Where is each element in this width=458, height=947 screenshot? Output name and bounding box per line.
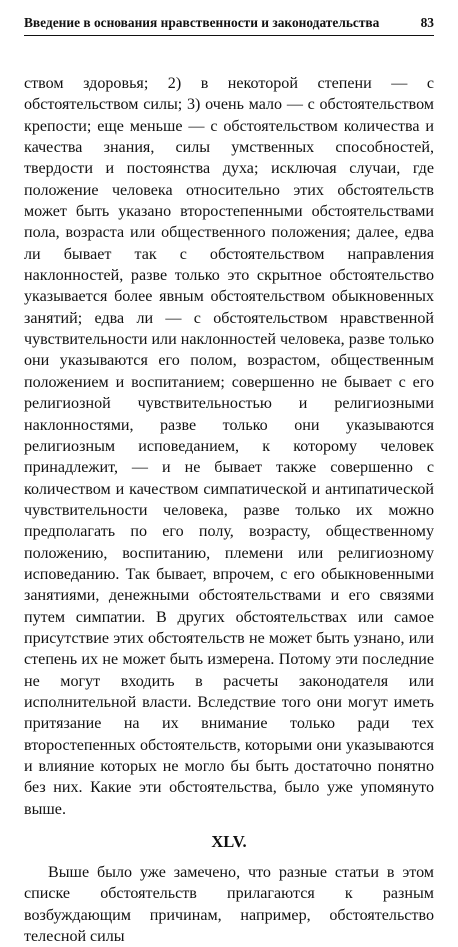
running-head (24, 14, 434, 36)
section-heading: XLV. (211, 832, 247, 852)
book-page (24, 14, 434, 946)
paragraph: Выше было уже замечено, что разные статьи в этом списке обстоятельств прилагаются к разным возбуждающим причинам, например, обстоятельство телесной силы (24, 864, 434, 946)
body-text (24, 73, 434, 947)
page-number: 83 (420, 15, 434, 30)
paragraph: ством здоровья; 2) в некоторой степени — с обстоятельством силы; 3) очень мало — с обстоятельством крепости; еще меньше — с обстоятельством количества и качества знания, силы умственных способностей, твердости и постоянства духа; исключая случаи, где положение человека относительно этих обстоятельств может быть указано второстепенными обстоятельствами пола, возраста или общественного положения; далее, едва ли бывает так с обстоятельством направления наклонностей, разве только это скрытное обстоятельство указывается более явным обстоятельством обыкновенных занятий; едва ли — с обстоятельством нравственной чувствительности или наклонностей человека, разве только они указываются его полом, возрастом, общественным положением и воспитанием; совершенно не бывает с его религиозной чувствительностью и религиозными наклонностями, разве только они указываются религиозным исповеданием, к которому человек принадлежит, — и не бывает также совершенно с количеством и качеством симпатической и антипатической чувствительности человека, разве только их можно предполагать по его полу, возрасту, общественному положению, воспитанию, племени или религиозному исповеданию. Так бывает, впрочем, с его обыкновенными занятиями, денежными обстоятельствами и его связями путем симпатии. В других обстоятельствах или самое присутствие этих обстоятельств не может быть узнано, или степень их не может быть измерена. Потому эти последние не могут входить в расчеты законодателя или исполнительной власти. Вследствие того они могут иметь притязание на их внимание только ради тех второстепенных обстоятельств, которыми они указываются и влияние которых не могло бы быть достаточно понятно без них. Какие эти обстоятельства, было уже упомянуто выше. (24, 75, 434, 818)
running-head-title: Введение в основания нравственности и законодательства (24, 15, 380, 30)
